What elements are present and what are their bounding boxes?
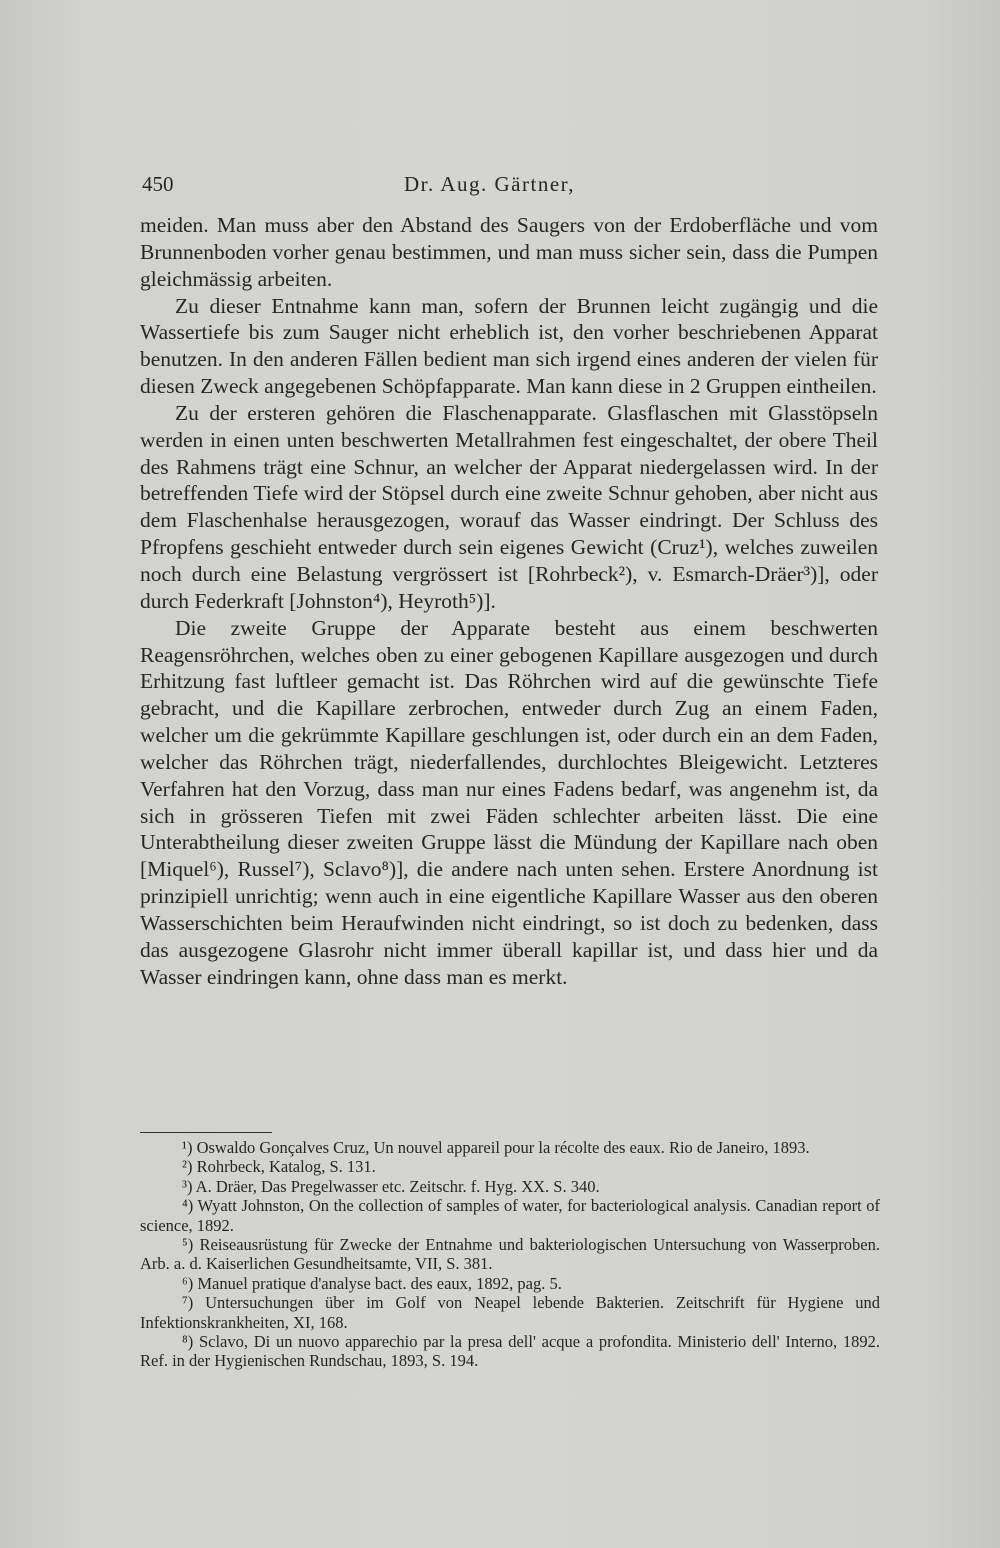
- footnote-1: ¹) Oswaldo Gonçalves Cruz, Un nouvel appareil pour la récolte des eaux. Rio de Janeiro, 1893.: [182, 1138, 810, 1157]
- footnote-6: ⁶) Manuel pratique d'analyse bact. des eaux, 1892, pag. 5.: [182, 1273, 562, 1293]
- paragraph-2: Zu dieser Entnahme kann man, sofern der Brunnen leicht zugängig und die Wassertiefe bis zum Sauger nicht erheblich ist, den vorher beschriebenen Apparat benutzen. In den anderen Fällen bedient man sich irgend eines anderen der vielen für diesen Zweck angegebenen Schöpfapparate. Man kann diese in 2 Gruppen eintheilen.: [140, 293, 878, 399]
- footnote-2: ²) Rohrbeck, Katalog, S. 131.: [182, 1157, 376, 1177]
- paragraph-1: meiden. Man muss aber den Abstand des Saugers von der Erdoberfläche und vom Brunnenboden vorher genau bestimmen, und man muss sicher sein, dass die Pumpen gleichmässig arbeiten.: [140, 213, 878, 291]
- running-title: Dr. Aug. Gärtner,: [404, 172, 576, 196]
- body-text: [140, 212, 878, 990]
- footnote-8: ⁸) Sclavo, Di un nuovo apparechio par la presa dell' acque a profondita. Ministerio dell' Interno, 1892. Ref. in der Hygienischen Rundschau, 1893, S. 194.: [140, 1332, 880, 1371]
- footnote-4: ⁴) Wyatt Johnston, On the collection of samples of water, for bacteriological analysis. Canadian report of science, 1892.: [140, 1196, 880, 1235]
- footnote-rule: [140, 1132, 272, 1133]
- page-number: 450: [142, 172, 174, 196]
- footnote-5: ⁵) Reiseausrüstung für Zwecke der Entnahme und bakteriologischen Untersuchung von Wasserproben. Arb. a. d. Kaiserlichen Gesundheitsamte, VII, S. 381.: [140, 1235, 880, 1274]
- running-head: [142, 172, 880, 202]
- footnote-7: ⁷) Untersuchungen über im Golf von Neapel lebende Bakterien. Zeitschrift für Hygiene und Infektionskrankheiten, XI, 168.: [140, 1293, 880, 1332]
- footnotes: [140, 1138, 880, 1371]
- paragraph-4: Die zweite Gruppe der Apparate besteht aus einem beschwerten Reagensröhrchen, welches oben zu einer gebogenen Kapillare ausgezogen und durch Erhitzung fast luftleer gemacht ist. Das Röhrchen wird auf die gewünschte Tiefe gebracht, und die Kapillare zerbrochen, entweder durch Zug an einem Faden, welcher um die gekrümmte Kapillare geschlungen ist, oder durch ein an dem Faden, welcher das Röhrchen trägt, niederfallendes, durchlochtes Bleigewicht. Letzteres Verfahren hat den Vorzug, dass man nur eines Fadens bedarf, was angenehm ist, da sich in grösseren Tiefen mit zwei Fäden schlechter arbeiten lässt. Die eine Unterabtheilung dieser zweiten Gruppe lässt die Mündung der Kapillare nach oben [Miquel⁶), Russel⁷), Sclavo⁸)], die andere nach unten sehen. Erstere Anordnung ist prinzipiell unrichtig; wenn auch in eine eigentliche Kapillare Wasser aus den oberen Wasserschichten beim Heraufwinden nicht eindringt, so ist doch zu bedenken, dass das ausgezogene Glasrohr nicht immer überall kapillar ist, und dass hier und da Wasser eindringen kann, ohne dass man es merkt.: [140, 615, 878, 989]
- footnote-3: ³) A. Dräer, Das Pregelwasser etc. Zeitschr. f. Hyg. XX. S. 340.: [182, 1176, 600, 1196]
- paragraph-3: Zu der ersteren gehören die Flaschenapparate. Glasflaschen mit Glasstöpseln werden in einen unten beschwerten Metallrahmen fest eingeschaltet, der obere Theil des Rahmens trägt eine Schnur, an welcher der Apparat niedergelassen wird. In der betreffenden Tiefe wird der Stöpsel durch eine zweite Schnur gehoben, aber nicht aus dem Flaschenhalse herausgezogen, worauf das Wasser eindringt. Der Schluss des Pfropfens geschieht entweder durch sein eigenes Gewicht (Cruz¹), welches zuweilen noch durch eine Belastung vergrössert ist [Rohrbeck²), v. Esmarch-Dräer³)], oder durch Federkraft [Johnston⁴), Heyroth⁵)].: [140, 400, 878, 613]
